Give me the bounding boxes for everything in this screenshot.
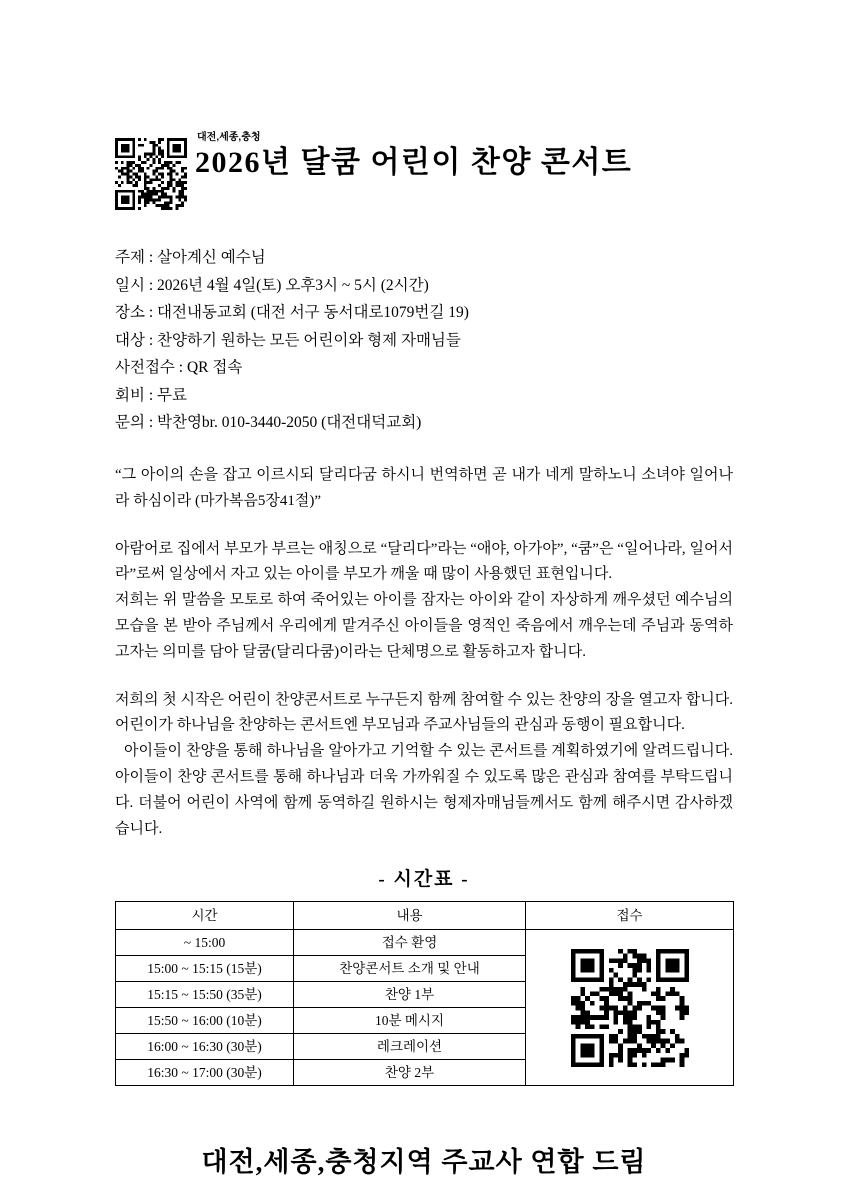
qr-code-icon — [115, 138, 187, 210]
cell-content: 레크레이션 — [294, 1034, 526, 1060]
info-row-location: 장소 : 대전내동교회 (대전 서구 동서대로1079번길 19) — [115, 304, 469, 322]
body-paragraph-3: 저희의 첫 시작은 어린이 찬양콘서트로 누구든지 함께 참여할 수 있는 찬양의 장을 열고자 합니다. 어린이가 하나님을 찬양하는 콘서트엔 부모님과 주교사님들의 관심과 동행이 필요합니다. — [115, 691, 733, 734]
table-header-row — [116, 902, 734, 930]
title-block — [187, 128, 733, 181]
info-row-datetime: 일시 : 2026년 4월 4일(토) 오후3시 ~ 5시 (2시간) — [115, 276, 429, 294]
table-row — [116, 930, 734, 956]
info-row-fee: 회비 : 무료 — [115, 386, 187, 404]
footer-signature: 대전,세종,충청지역 주교사 연합 드림 — [201, 1147, 647, 1178]
cell-time: ~ 15:00 — [116, 930, 294, 956]
column-header-content: 내용 — [294, 902, 526, 930]
column-header-time: 시간 — [116, 902, 294, 930]
cell-time: 16:00 ~ 16:30 (30분) — [116, 1034, 294, 1060]
header-qr-wrap — [115, 128, 187, 210]
cell-time: 15:15 ~ 15:50 (35분) — [116, 982, 294, 1008]
info-row-audience: 대상 : 찬양하기 원하는 모든 어린이와 형제 자매님들 — [115, 331, 461, 349]
schedule-table — [115, 901, 734, 1086]
document-header — [115, 0, 733, 210]
cell-content: 찬양 2부 — [294, 1060, 526, 1086]
cell-content: 찬양 1부 — [294, 982, 526, 1008]
cell-time: 15:50 ~ 16:00 (10분) — [116, 1008, 294, 1034]
page-title: 2026년 달쿰 어린이 찬양 콘서트 — [195, 146, 633, 179]
info-row-subject: 주제 : 살아계신 예수님 — [115, 249, 266, 266]
registration-qr-cell[interactable] — [526, 930, 734, 1086]
body-paragraph-4: 아이들이 찬양을 통해 하나님을 알아가고 기억할 수 있는 콘서트를 계획하였기에 알려드립니다. 아이들이 찬양 콘서트를 통해 하나님과 더욱 가까워질 수 있도록 많은 관심과 참여를 부탁드립니다. 더불어 어린이 사역에 함께 동역하길 원하시는 형제자매님들께서도 함께 해주시면 감사하겠습니다. — [115, 743, 733, 837]
schedule-title: - 시간표 - — [378, 869, 470, 891]
cell-time: 15:00 ~ 15:15 (15분) — [116, 956, 294, 982]
info-row-registration: 사전접수 : QR 접속 — [115, 359, 243, 377]
body-paragraph-1: 아람어로 집에서 부모가 부르는 애칭으로 “달리다”라는 “애야, 아가야”, “쿰”은 “일어나라, 일어서라”로써 일상에서 자고 있는 아이를 부모가 깨울 때 많이 사용했던 표현입니다. — [115, 540, 733, 583]
scripture-quote: “그 아이의 손을 잡고 이르시되 달리다굼 하시니 번역하면 곧 내가 네게 말하노니 소녀야 일어나라 하심이라 (마가복음5장41절)” — [115, 467, 733, 509]
body-paragraph-2: 저희는 위 말씀을 모토로 하여 죽어있는 아이를 잠자는 아이와 같이 자상하게 깨우셨던 예수님의 모습을 본 받아 주님께서 우리에게 맡겨주신 아이들을 영적인 죽음에서 깨우는데 주님과 동역하고자는 의미를 담아 달쿰(달리다쿰)이라는 단체명으로 활동하고자 합니다. — [115, 592, 733, 660]
cell-time: 16:30 ~ 17:00 (30분) — [116, 1060, 294, 1086]
region-label: 대전,세종,충청 — [197, 132, 261, 143]
cell-content: 찬양콘서트 소개 및 안내 — [294, 956, 526, 982]
cell-content: 10분 메시지 — [294, 1008, 526, 1034]
event-info-list — [115, 244, 733, 437]
column-header-registration: 접수 — [526, 902, 734, 930]
info-row-contact: 문의 : 박찬영br. 010-3440-2050 (대전대덕교회) — [115, 414, 422, 432]
cell-content: 접수 환영 — [294, 930, 526, 956]
qr-code-icon[interactable] — [571, 949, 689, 1067]
